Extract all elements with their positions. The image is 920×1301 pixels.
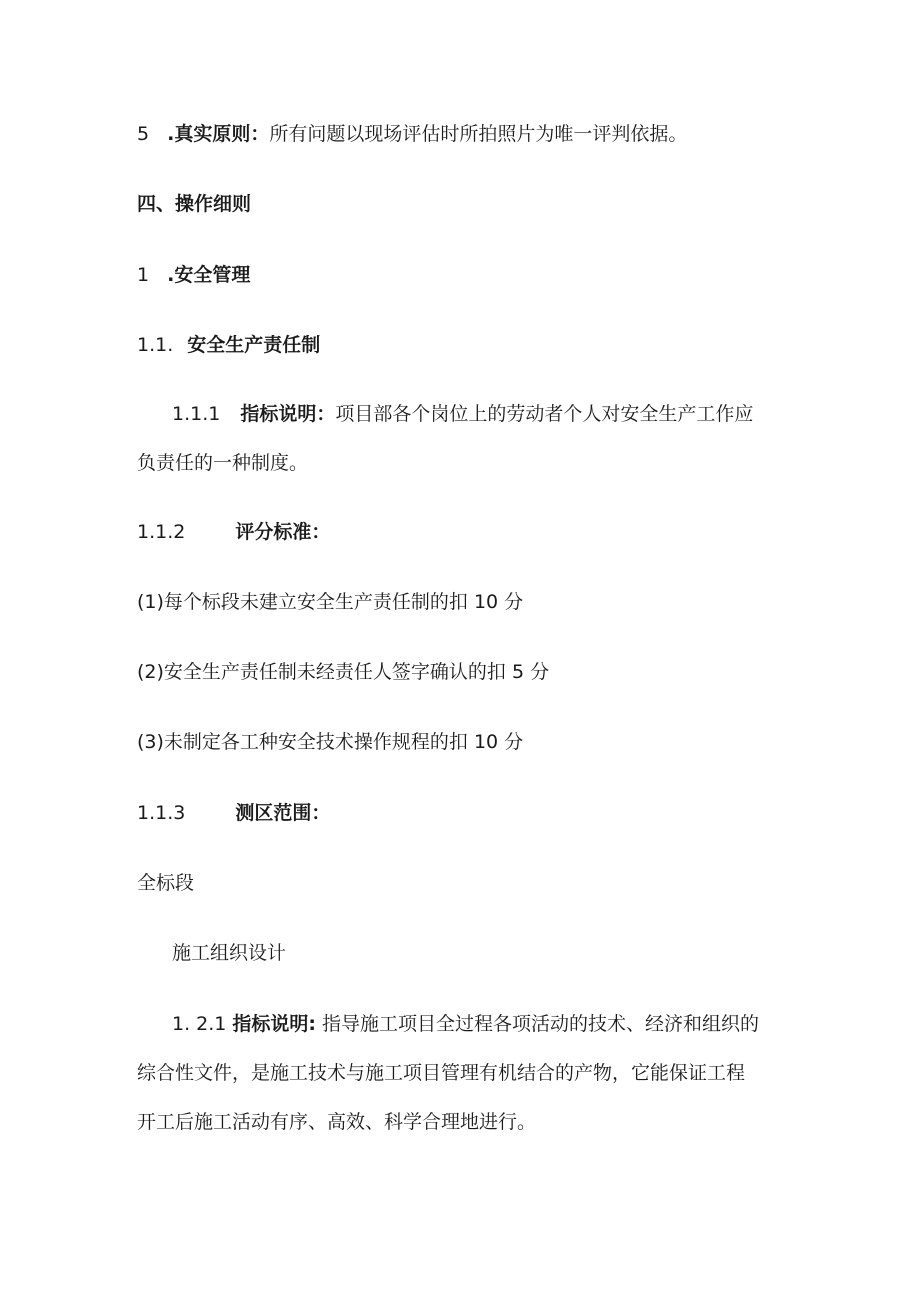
item-1-title: 安全管理 (174, 264, 251, 286)
item-1-1-1-line1 (172, 400, 753, 428)
item-1-1-1-number: 1.1.1 (172, 403, 221, 425)
criteria-item: (2)安全生产责任制未经责任人签字确认的扣 5 分 (137, 661, 550, 683)
item-1-1-number: 1.1. (137, 334, 174, 356)
item-1-1-heading (137, 331, 320, 359)
item-1-2-1-line1 (172, 1010, 759, 1038)
item-1-2-title: 施工组织设计 (172, 942, 287, 964)
criteria-item: (3)未制定各工种安全技术操作规程的扣 10 分 (137, 731, 524, 753)
item-1-1-2-number: 1.1.2 (137, 521, 186, 543)
item-1-1-1-line2: 负责任的一种制度。 (137, 452, 309, 474)
item-1-2-1-text-line1: 指导施工项目全过程各项活动的技术、经济和组织的 (322, 1013, 760, 1035)
item-1-1-3-heading (137, 799, 330, 827)
item-1-1-2-label: 评分标准： (235, 521, 331, 543)
scope-value: 全标段 (137, 872, 195, 894)
item-1-1-2-heading (137, 518, 330, 546)
item-1-2-1-number: 1. 2.1 (172, 1013, 227, 1035)
principle-5-text: 所有问题以现场评估时所拍照片为唯一评判依据。 (269, 123, 688, 145)
item-1-heading (137, 261, 250, 289)
item-1-1-1-text-line1: 项目部各个岗位上的劳动者个人对安全生产工作应 (335, 403, 754, 425)
principle-5-number: 5 (137, 123, 150, 145)
item-1-2-1-line2: 综合性文件，是施工技术与施工项目管理有机结合的产物，它能保证工程 (137, 1062, 746, 1084)
item-1-1-title: 安全生产责任制 (187, 334, 321, 356)
criteria-item: (1)每个标段未建立安全生产责任制的扣 10 分 (137, 591, 524, 613)
principle-5 (137, 120, 687, 148)
principle-5-dot: . (167, 123, 175, 145)
item-1-dot: . (167, 264, 175, 286)
section-4-heading: 四、操作细则 (137, 193, 252, 215)
item-1-1-1-label: 指标说明： (240, 403, 336, 425)
item-1-1-3-number: 1.1.3 (137, 802, 186, 824)
item-1-number: 1 (137, 264, 150, 286)
item-1-2-1-label: 指标说明: (232, 1013, 316, 1035)
item-1-2-1-line3: 开工后施工活动有序、高效、科学合理地进行。 (137, 1111, 537, 1133)
principle-5-label: 真实原则： (174, 123, 270, 145)
item-1-1-3-label: 测区范围： (235, 802, 331, 824)
